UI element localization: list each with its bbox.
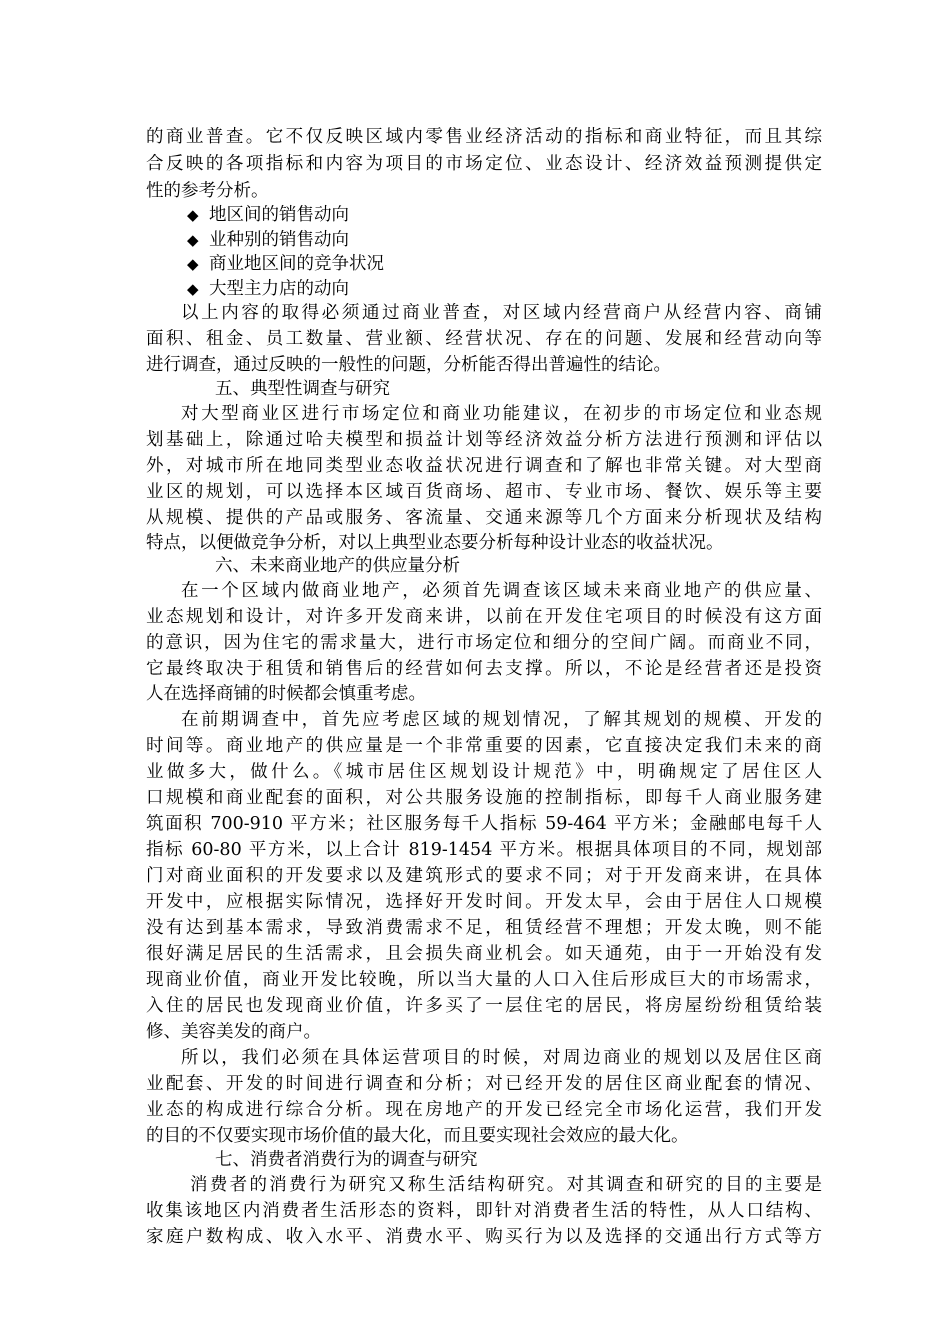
text-line: 业态规划和设计，对许多开发商来讲，以前在开发住宅项目的时候没有这方面 xyxy=(146,607,822,627)
text-line: 性的参考分析。 xyxy=(146,181,269,201)
text-line: 很好满足居民的生活需求，且会损失商业机会。如天通苑，由于一开始没有发 xyxy=(146,944,822,964)
text-line: 它最终取决于租赁和销售后的经营如何去支撑。所以，不论是经营者还是投资 xyxy=(146,659,822,679)
diamond-bullet-icon: ◆ xyxy=(187,231,199,249)
text-line: 没有达到基本需求，导致消费需求不足，租赁经营不理想；开发太晚，则不能 xyxy=(146,918,822,938)
bullet-text: 业种别的销售动向 xyxy=(209,230,349,250)
text-line: 以上内容的取得必须通过商业普查，对区域内经营商户从经营内容、商铺 xyxy=(181,303,822,323)
text-line: 外，对城市所在地同类型业态收益状况进行调查和了解也非常关键。对大型商 xyxy=(146,456,822,476)
text-line: 时间等。商业地产的供应量是一个非常重要的因素，它直接决定我们未来的商 xyxy=(146,736,822,756)
text-line: 收集该地区内消费者生活形态的资料，即针对消费者生活的特性，从人口结构、 xyxy=(146,1201,822,1221)
bullet-text: 大型主力店的动向 xyxy=(209,279,349,299)
text-line: 的意识，因为住宅的需求量大，进行市场定位和细分的空间广阔。而商业不同， xyxy=(146,633,822,653)
text-line: 开发中，应根据实际情况，选择好开发时间。开发太早，会由于居住人口规模 xyxy=(146,892,822,912)
bullet-item xyxy=(187,251,384,278)
section-heading: 六、未来商业地产的供应量分析 xyxy=(215,556,460,576)
text-line: 业态的构成进行综合分析。现在房地产的开发已经完全市场化运营，我们开发 xyxy=(146,1100,822,1120)
text-line: 的商业普查。它不仅反映区域内零售业经济活动的指标和商业特征，而且其综 xyxy=(146,127,822,147)
text-line: 口规模和商业配套的面积，对公共服务设施的控制指标，即每千人商业服务建 xyxy=(146,788,822,808)
text-line: 在前期调查中，首先应考虑区域的规划情况，了解其规划的规模、开发的 xyxy=(181,710,822,730)
text-line: 进行调查，通过反映的一般性的问题，分析能否得出普遍性的结论。 xyxy=(146,355,671,375)
text-line: 业区的规划，可以选择本区域百货商场、超市、专业市场、餐饮、娱乐等主要 xyxy=(146,482,822,502)
text-line: 在一个区域内做商业地产，必须首先调查该区域未来商业地产的供应量、 xyxy=(181,581,822,601)
bullet-text: 商业地区间的竞争状况 xyxy=(209,254,384,274)
text-line: 筑面积 700-910 平方米；社区服务每千人指标 59-464 平方米；金融邮电每千人 xyxy=(146,814,822,834)
bullet-item xyxy=(187,202,349,229)
text-line: 入住的居民也发现商业价值，许多买了一层住宅的居民，将房屋纷纷租赁给装 xyxy=(146,996,822,1016)
text-line: 指标 60-80 平方米，以上合计 819-1454 平方米。根据具体项目的不同，规划部 xyxy=(146,840,822,860)
text-line: 业做多大，做什么。《城市居住区规划设计规范》中，明确规定了居住区人 xyxy=(146,762,822,782)
bullet-item xyxy=(187,276,349,303)
text-line: 从规模、提供的产品或服务、客流量、交通来源等几个方面来分析现状及结构 xyxy=(146,508,822,528)
section-heading: 五、典型性调查与研究 xyxy=(215,379,390,399)
text-line: 对大型商业区进行市场定位和商业功能建议，在初步的市场定位和业态规 xyxy=(181,404,822,424)
text-line: 划基础上，除通过哈夫模型和损益计划等经济效益分析方法进行预测和评估以 xyxy=(146,430,822,450)
section-heading: 七、消费者消费行为的调查与研究 xyxy=(215,1150,478,1170)
text-line: 的目的不仅要实现市场价值的最大化，而且要实现社会效应的最大化。 xyxy=(146,1126,689,1146)
diamond-bullet-icon: ◆ xyxy=(187,206,199,224)
bullet-text: 地区间的销售动向 xyxy=(209,205,349,225)
text-line: 家庭户数构成、收入水平、消费水平、购买行为以及选择的交通出行方式等方 xyxy=(146,1227,822,1247)
text-line: 合反映的各项指标和内容为项目的市场定位、业态设计、经济效益预测提供定 xyxy=(146,154,822,174)
text-line: 所以，我们必须在具体运营项目的时候，对周边商业的规划以及居住区商 xyxy=(181,1048,822,1068)
text-line: 门对商业面积的开发要求以及建筑形式的要求不同；对于开发商来讲，在具体 xyxy=(146,866,822,886)
text-line: 修、美容美发的商户。 xyxy=(146,1022,321,1042)
text-line: 面积、租金、员工数量、营业额、经营状况、存在的问题、发展和经营动向等 xyxy=(146,329,822,349)
diamond-bullet-icon: ◆ xyxy=(187,255,199,273)
diamond-bullet-icon: ◆ xyxy=(187,280,199,298)
text-line: 消费者的消费行为研究又称生活结构研究。对其调查和研究的目的主要是 xyxy=(190,1175,822,1195)
text-line: 业配套、开发的时间进行调查和分析；对已经开发的居住区商业配套的情况、 xyxy=(146,1074,822,1094)
text-line: 现商业价值，商业开发比较晚，所以当大量的人口入住后形成巨大的市场需求， xyxy=(146,970,822,990)
text-line: 特点，以便做竞争分析，对以上典型业态要分析每种设计业态的收益状况。 xyxy=(146,533,724,553)
bullet-item xyxy=(187,227,349,254)
text-line: 人在选择商铺的时候都会慎重考虑。 xyxy=(146,684,426,704)
